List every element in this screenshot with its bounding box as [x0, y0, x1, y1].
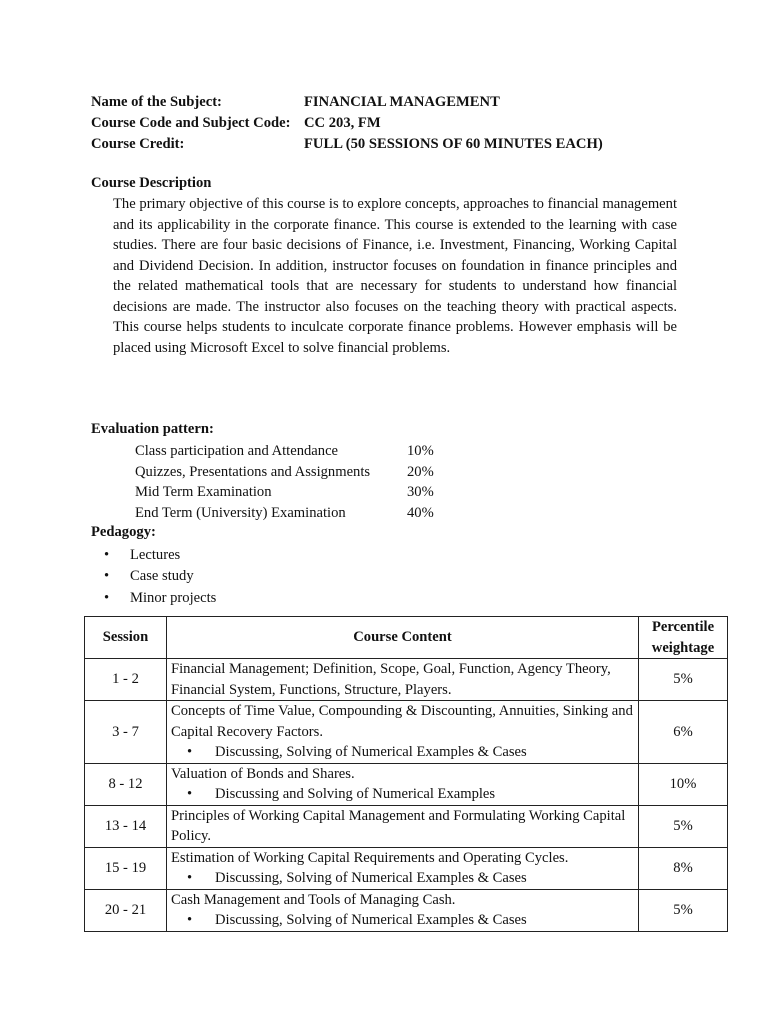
evaluation-item-value: 40% — [407, 505, 434, 522]
row-session: 1 - 2 — [85, 659, 167, 701]
evaluation-item-value: 30% — [407, 484, 434, 501]
row-content — [167, 659, 639, 701]
evaluation-item — [135, 503, 434, 524]
row-content-text: Estimation of Working Capital Requirements and Operating Cycles. — [171, 849, 569, 866]
row-content-text: Valuation of Bonds and Shares. — [171, 765, 355, 782]
row-content — [167, 889, 639, 931]
row-subitem-text: Discussing, Solving of Numerical Examples & Cases — [215, 912, 527, 928]
pedagogy-item-label: Case study — [130, 568, 194, 585]
pedagogy-item — [104, 545, 216, 566]
bullet-icon: • — [187, 786, 193, 802]
description-title: Course Description — [91, 175, 212, 191]
code-value: CC 203, FM — [304, 115, 381, 131]
bullet-icon: • — [187, 744, 193, 760]
evaluation-item — [135, 441, 434, 462]
header-content: Course Content — [167, 617, 639, 659]
bullet-icon: • — [104, 589, 110, 606]
row-subitem — [171, 910, 634, 931]
row-subitem-text: Discussing, Solving of Numerical Examples & Cases — [215, 870, 527, 886]
row-weight: 8% — [639, 847, 728, 889]
row-session: 8 - 12 — [85, 763, 167, 805]
evaluation-item-label: Quizzes, Presentations and Assignments — [135, 463, 371, 480]
evaluation-item-label: Class participation and Attendance — [135, 443, 339, 459]
row-session: 3 - 7 — [85, 701, 167, 764]
credit-label: Course Credit: — [91, 136, 185, 152]
bullet-icon: • — [187, 870, 193, 886]
code-row — [91, 113, 603, 134]
evaluation-item-value: 10% — [407, 443, 434, 459]
code-label: Course Code and Subject Code: — [91, 115, 291, 131]
bullet-icon: • — [104, 547, 110, 563]
bullet-icon: • — [104, 568, 110, 585]
row-weight: 6% — [639, 701, 728, 764]
subject-label: Name of the Subject: — [91, 94, 222, 110]
row-content-text: Principles of Working Capital Management and Formulating Working Capital Policy. — [171, 807, 626, 844]
header-weight: Percentile weightage — [639, 617, 728, 659]
evaluation-item-value: 20% — [407, 463, 434, 480]
row-subitem — [171, 742, 634, 763]
pedagogy-title: Pedagogy: — [91, 524, 156, 540]
row-subitem — [171, 868, 634, 889]
row-content-text: Concepts of Time Value, Compounding & Discounting, Annuities, Sinking and Capital Recovery Factors. — [171, 703, 633, 740]
row-weight: 5% — [639, 889, 728, 931]
row-content — [167, 763, 639, 805]
table-header-row — [85, 617, 728, 659]
credit-value: FULL (50 SESSIONS OF 60 MINUTES EACH) — [304, 136, 603, 152]
row-session: 15 - 19 — [85, 847, 167, 889]
row-subitem — [171, 784, 634, 805]
table-row — [85, 659, 728, 701]
row-weight: 5% — [639, 659, 728, 701]
evaluation-title: Evaluation pattern: — [91, 421, 214, 437]
subject-value: FINANCIAL MANAGEMENT — [304, 94, 500, 110]
row-content-text: Cash Management and Tools of Managing Cash. — [171, 891, 456, 908]
pedagogy-item — [104, 566, 216, 587]
row-subitem-text: Discussing, Solving of Numerical Examples & Cases — [215, 744, 527, 760]
table-row — [85, 763, 728, 805]
description-text: The primary objective of this course is to explore concepts, approaches to financial management and its applicability in the corporate finance. This course is extended to the learning with case studies. There are four basic decisions of Finance, i.e. Investment, Financing, Working Capital and Dividend Decision. In addition, instructor focuses on foundation in finance principles and the related mathematical tools that are necessary for students to understand how financial decisions are made. The instructor also focuses on the teaching theory with practical aspects. This course helps students to inculcate corporate finance problems. However emphasis will be placed using Microsoft Excel to solve financial problems. — [113, 196, 677, 356]
table-row — [85, 889, 728, 931]
row-content — [167, 847, 639, 889]
row-session: 20 - 21 — [85, 889, 167, 931]
row-content — [167, 701, 639, 764]
table-row — [85, 701, 728, 764]
row-content-text: Financial Management; Definition, Scope, Goal, Function, Agency Theory, Financial System, Functions, Structure, Players. — [171, 661, 611, 698]
row-session: 13 - 14 — [85, 805, 167, 847]
pedagogy-item-label: Lectures — [130, 547, 181, 563]
header-session: Session — [85, 617, 167, 659]
pedagogy-item-label: Minor projects — [130, 589, 217, 606]
course-meta — [91, 92, 603, 155]
evaluation-item — [135, 482, 434, 503]
row-weight: 10% — [639, 763, 728, 805]
subject-row — [91, 92, 603, 113]
pedagogy-item — [104, 588, 216, 609]
row-content — [167, 805, 639, 847]
session-table — [84, 616, 728, 932]
bullet-icon: • — [187, 912, 193, 928]
evaluation-item-label: End Term (University) Examination — [135, 505, 346, 522]
evaluation-item — [135, 462, 434, 483]
evaluation-list — [135, 441, 434, 524]
row-weight: 5% — [639, 805, 728, 847]
row-subitem-text: Discussing and Solving of Numerical Examples — [215, 786, 496, 802]
credit-row — [91, 134, 603, 155]
evaluation-item-label: Mid Term Examination — [135, 484, 272, 501]
table-row — [85, 805, 728, 847]
table-row — [85, 847, 728, 889]
pedagogy-list — [104, 545, 216, 609]
